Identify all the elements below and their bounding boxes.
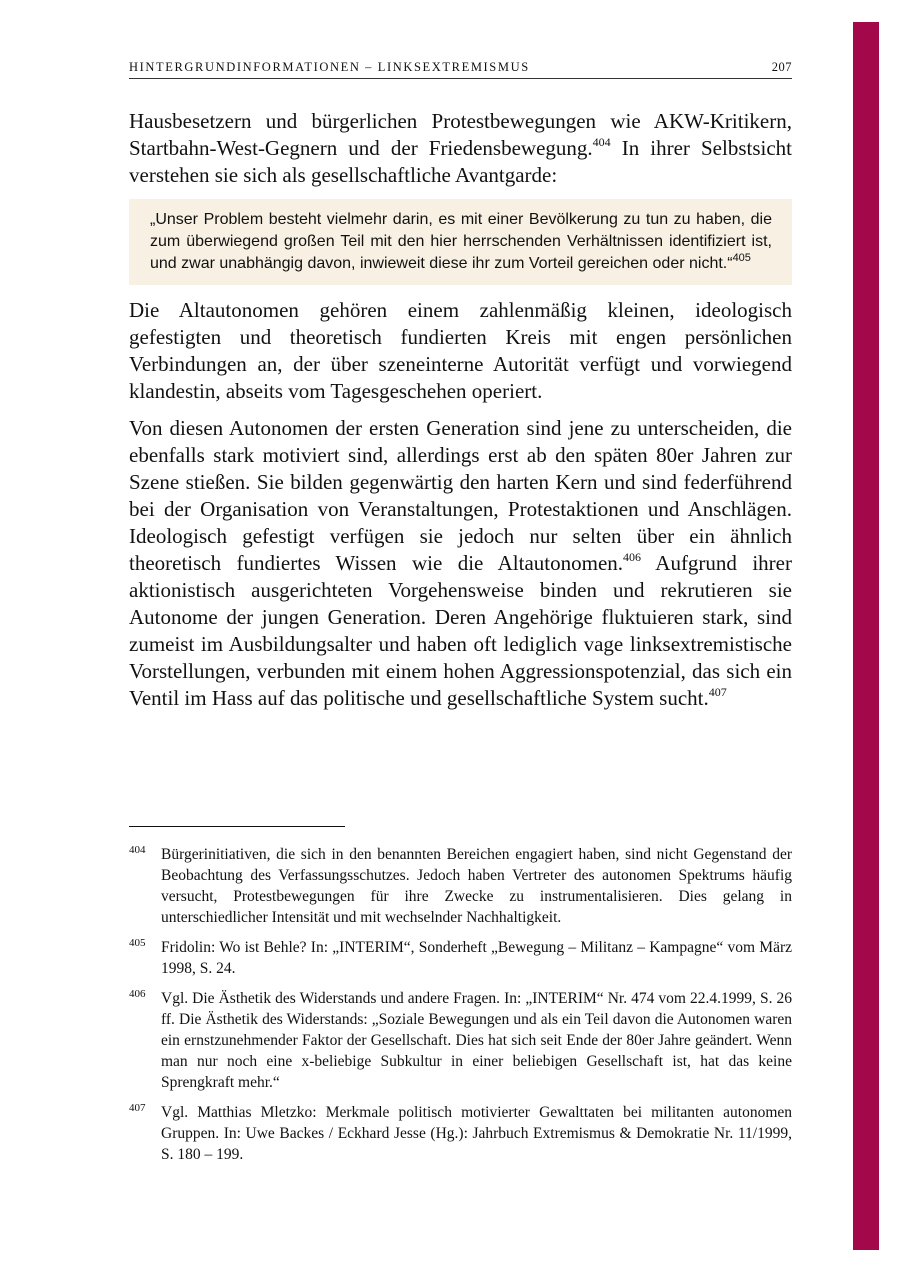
paragraph-1-text: Hausbesetzern und bürgerlichen Protestbewegungen wie AKW-Kritikern, Startbahn-West-Gegnern und der Friedensbewegung. <box>129 109 792 160</box>
footnote-number: 407 <box>129 1102 146 1114</box>
footnote-407 <box>129 1102 792 1165</box>
paragraph-1 <box>129 108 792 189</box>
footnote-406 <box>129 988 792 1093</box>
footnote-text: Vgl. Die Ästhetik des Widerstands und andere Fragen. In: „INTERIM“ Nr. 474 vom 22.4.1999, S. 26 ff. Die Ästhetik des Widerstands: „Soziale Bewegungen und als ein Teil davon die Autonomen waren ein ernstzunehmender Faktor der Gesellschaft. Dies hat sich seit Ende der 80er Jahre geändert. Wenn man nur noch eine x-beliebige Subkultur in einer beliebigen Gesellschaft ist, hat das keine Sprengkraft mehr.“ <box>161 990 792 1091</box>
footnote-ref-406[interactable]: 406 <box>623 550 642 564</box>
footnote-text: Bürgerinitiativen, die sich in den benannten Bereichen engagiert haben, sind nicht Gegenstand der Beobachtung des Verfassungsschutzes. Jedoch haben Vertreter des autonomen Spektrums häufig versucht, Protestbewegungen für ihre Zwecke zu instrumentalisieren. Dies gelang in unterschiedlicher Intensität und mit wechselnder Nachhaltigkeit. <box>161 846 792 926</box>
footnote-405 <box>129 937 792 979</box>
footnote-ref-405[interactable]: 405 <box>732 251 751 264</box>
footnote-404 <box>129 844 792 928</box>
page-number: 207 <box>771 60 792 74</box>
running-header <box>129 60 792 79</box>
main-text <box>129 108 792 722</box>
footnote-number: 405 <box>129 937 146 949</box>
quote-box <box>129 199 792 285</box>
footnote-text: Vgl. Matthias Mletzko: Merkmale politisch motivierter Gewalttaten bei militanten autonomen Gruppen. In: Uwe Backes / Eckhard Jesse (Hg.): Jahrbuch Extremismus & Demokratie Nr. 11/1999, S. 180 – 199. <box>161 1104 792 1163</box>
footnote-separator <box>129 826 345 827</box>
quote-text: „Unser Problem besteht vielmehr darin, es mit einer Bevölkerung zu tun zu haben, die zum überwiegend großen Teil mit den hier herrschenden Verhältnissen identifiziert ist, und zwar unabhängig davon, inwieweit diese ihr zum Vorteil gereichen oder nicht.“ <box>150 211 772 272</box>
side-color-bar <box>853 22 879 1250</box>
running-title: HINTERGRUNDINFORMATIONEN – LINKSEXTREMISMUS <box>129 60 530 74</box>
paragraph-2: Die Altautonomen gehören einem zahlenmäßig kleinen, ideologisch gefestigten und theoretisch fundierten Kreis mit engen persönlichen Verbindungen an, der über szeneinterne Autorität verfügt und vorwiegend klandestin, abseits vom Tagesgeschehen operiert. <box>129 298 792 403</box>
footnote-ref-404[interactable]: 404 <box>592 135 611 149</box>
footnote-ref-407[interactable]: 407 <box>708 685 727 699</box>
paragraph-3-text: Von diesen Autonomen der ersten Generation sind jene zu unterscheiden, die ebenfalls stark motiviert sind, allerdings erst ab den späten 80er Jahren zur Szene stießen. Sie bilden gegenwärtig den harten Kern und sind federführend bei der Organisation von Veranstaltungen, Protestaktionen und Anschlägen. Ideologisch gefestigt verfügen sie jedoch nur selten über ein ähnlich theoretisch fundiertes Wissen wie die Altautonomen. <box>129 416 792 575</box>
footnote-text: Fridolin: Wo ist Behle? In: „INTERIM“, Sonderheft „Bewegung – Militanz – Kampagne“ vom März 1998, S. 24. <box>161 939 792 977</box>
paragraph-3-text-continued: Aufgrund ihrer aktionistisch ausgerichteten Vorgehensweise binden und rekrutieren sie Autonome der jungen Generation. Deren Angehörige fluktuieren stark, sind zumeist im Ausbildungsalter und haben oft lediglich vage linksextremistische Vorstellungen, verbunden mit einem hohen Aggressionspotenzial, das sich ein Ventil im Hass auf das politische und gesellschaftliche System sucht. <box>129 551 792 710</box>
paragraph-3 <box>129 415 792 712</box>
footnote-number: 404 <box>129 844 146 856</box>
footnote-number: 406 <box>129 988 146 1000</box>
footnotes <box>129 844 792 1174</box>
paragraph-1-text-continued: In ihrer Selbstsicht verstehen sie sich als gesellschaftliche Avantgarde: <box>129 136 792 187</box>
